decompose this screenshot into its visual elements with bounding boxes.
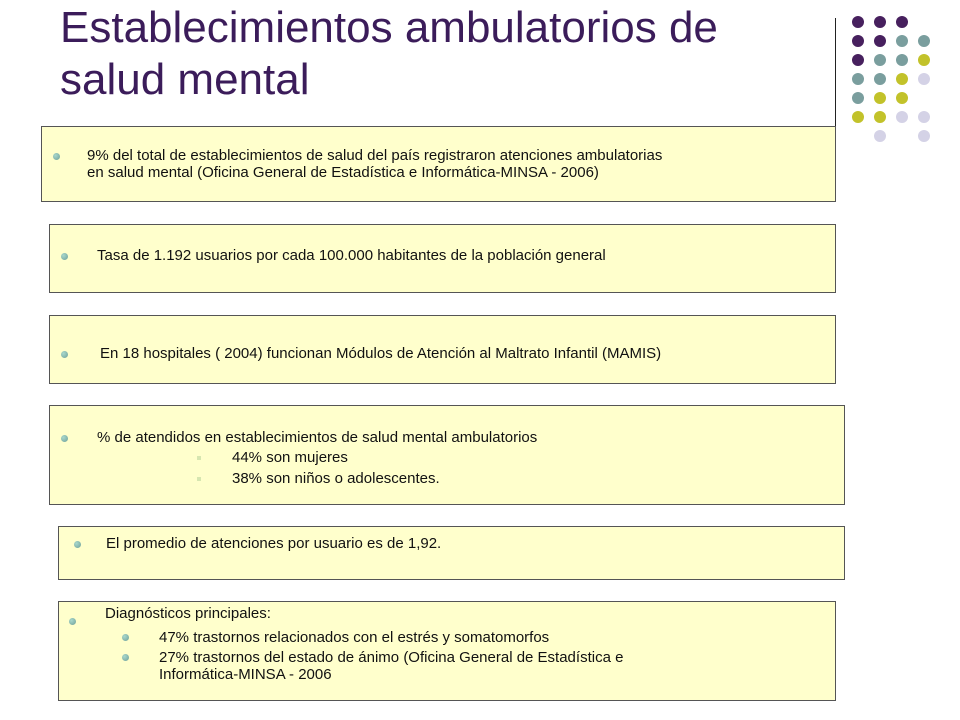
- stat-box-mamis: [49, 315, 836, 384]
- dot-lavender: [918, 130, 930, 142]
- sub-bullet-dot: [122, 654, 129, 661]
- decorative-dot-grid: [852, 16, 952, 156]
- dot-teal: [918, 35, 930, 47]
- dot-yellow: [874, 92, 886, 104]
- sub-item-children: 38% son niños o adolescentes.: [232, 470, 440, 487]
- stat-box-attended: [49, 405, 845, 505]
- bullet-dot: [61, 435, 68, 442]
- dot-purple: [896, 16, 908, 28]
- sub-bullet-square: [197, 477, 201, 481]
- dot-purple: [852, 35, 864, 47]
- stat-box-average: [58, 526, 845, 580]
- sub-bullet-dot: [122, 634, 129, 641]
- box-text-line-2: en salud mental (Oficina General de Estadística e Informática-MINSA - 2006): [87, 164, 599, 181]
- sub-item-mood-line-2: Informática-MINSA - 2006: [159, 666, 332, 683]
- title-line-1: Establecimientos ambulatorios de: [60, 3, 718, 52]
- box-text: [87, 147, 662, 181]
- dot-teal: [896, 35, 908, 47]
- dot-purple: [874, 35, 886, 47]
- stat-box-users-rate: [49, 224, 836, 293]
- box-text: En 18 hospitales ( 2004) funcionan Módulos de Atención al Maltrato Infantil (MAMIS): [100, 345, 662, 362]
- bullet-dot: [61, 351, 68, 358]
- sub-item-women: 44% son mujeres: [232, 449, 348, 466]
- dot-yellow: [852, 111, 864, 123]
- dot-teal: [874, 73, 886, 85]
- sub-bullet-square: [197, 456, 201, 460]
- sub-item-stress: 47% trastornos relacionados con el estrés y somatomorfos: [159, 629, 550, 646]
- dot-purple: [852, 54, 864, 66]
- slide-title: [60, 2, 820, 106]
- box-text-line-1: 9% del total de establecimientos de salud del país registraron atenciones ambulatorias: [87, 147, 663, 164]
- dot-teal: [852, 73, 864, 85]
- dot-purple: [874, 16, 886, 28]
- sub-item-mood: [159, 649, 623, 683]
- stat-box-diagnoses: [58, 601, 836, 701]
- dot-yellow: [918, 54, 930, 66]
- bullet-dot: [61, 253, 68, 260]
- box-text: Diagnósticos principales:: [105, 605, 271, 622]
- dot-yellow: [874, 111, 886, 123]
- sub-item-mood-line-1: 27% trastornos del estado de ánimo (Oficina General de Estadística e: [159, 649, 624, 666]
- dot-teal: [896, 54, 908, 66]
- stat-box-establishments: [41, 126, 836, 202]
- box-text: El promedio de atenciones por usuario es de 1,92.: [106, 535, 442, 552]
- dot-lavender: [918, 111, 930, 123]
- box-text: Tasa de 1.192 usuarios por cada 100.000 habitantes de la población general: [97, 247, 606, 264]
- dot-yellow: [896, 73, 908, 85]
- dot-teal: [874, 54, 886, 66]
- bullet-dot: [53, 153, 60, 160]
- dot-lavender: [874, 130, 886, 142]
- bullet-dot: [74, 541, 81, 548]
- dot-lavender: [896, 111, 908, 123]
- bullet-dot: [69, 618, 76, 625]
- box-text: % de atendidos en establecimientos de salud mental ambulatorios: [97, 429, 538, 446]
- dot-yellow: [896, 92, 908, 104]
- dot-lavender: [918, 73, 930, 85]
- dot-teal: [852, 92, 864, 104]
- title-line-2: salud mental: [60, 55, 310, 104]
- dot-purple: [852, 16, 864, 28]
